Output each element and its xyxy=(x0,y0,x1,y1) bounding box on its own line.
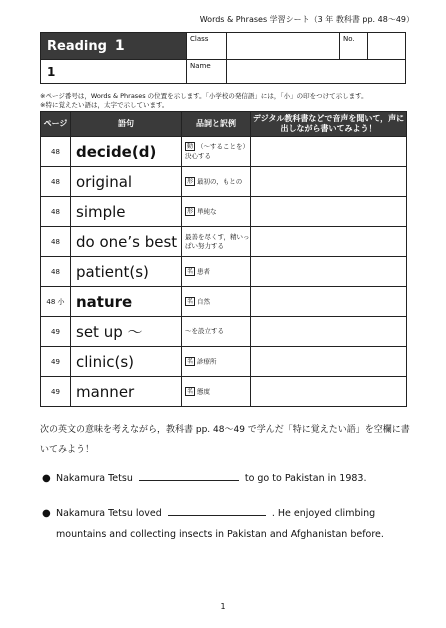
row-meaning xyxy=(182,287,251,317)
part-of-speech-badge: 形 xyxy=(187,207,194,215)
vocabulary-table xyxy=(40,111,407,407)
practice-writing-cell[interactable] xyxy=(251,317,407,347)
row-word: original xyxy=(71,167,182,197)
row-page: 49 xyxy=(41,317,71,347)
row-word: simple xyxy=(71,197,182,227)
meaning-text: ～を設立する xyxy=(185,327,224,335)
table-row xyxy=(41,167,407,197)
lesson-number: 1 xyxy=(114,38,125,54)
class-field[interactable] xyxy=(226,33,339,59)
page-number: 1 xyxy=(220,602,226,611)
bullet-icon: ● xyxy=(42,473,51,484)
row-meaning xyxy=(182,377,251,407)
table-row xyxy=(41,317,407,347)
practice-writing-cell[interactable] xyxy=(251,257,407,287)
question-1-before: Nakamura Tetsu xyxy=(56,473,133,484)
meaning-text: 最初の，もとの xyxy=(197,177,243,186)
row-word: clinic(s) xyxy=(71,347,182,377)
header-meaning: 品詞と訳例 xyxy=(182,112,251,137)
bullet-icon: ● xyxy=(42,508,51,519)
meaning-text: 最善を尽くす，精いっぱい努力する xyxy=(185,232,250,250)
practice-writing-cell[interactable] xyxy=(251,197,407,227)
row-word: set up ～ xyxy=(71,317,182,347)
question-1-after: to go to Pakistan in 1983. xyxy=(244,473,367,484)
row-word: patient(s) xyxy=(71,257,182,287)
header-page: ページ xyxy=(41,112,71,137)
meaning-text: 単純な xyxy=(197,207,217,216)
header-word: 語句 xyxy=(71,112,182,137)
row-meaning xyxy=(182,227,251,257)
row-meaning xyxy=(182,137,251,167)
meaning-text: 態度 xyxy=(197,387,211,396)
table-row xyxy=(41,257,407,287)
practice-writing-cell[interactable] xyxy=(251,227,407,257)
practice-writing-cell[interactable] xyxy=(251,167,407,197)
row-word: do one’s best xyxy=(71,227,182,257)
part-of-speech-badge: 動 xyxy=(187,143,194,151)
meaning-text: 患者 xyxy=(197,267,211,276)
row-meaning xyxy=(182,167,251,197)
table-row xyxy=(41,227,407,257)
row-meaning xyxy=(182,257,251,287)
answer-blank-1[interactable] xyxy=(139,470,239,481)
row-page: 48 xyxy=(41,167,71,197)
part-of-speech-badge: 名 xyxy=(187,357,194,365)
row-meaning xyxy=(182,197,251,227)
question-2 xyxy=(40,503,410,545)
row-page: 48 小 xyxy=(41,287,71,317)
table-row xyxy=(41,347,407,377)
question-1 xyxy=(40,468,410,489)
practice-writing-cell[interactable] xyxy=(251,137,407,167)
number-label: No. xyxy=(339,33,367,59)
answer-blank-2[interactable] xyxy=(168,505,266,516)
class-label: Class xyxy=(186,33,226,59)
lesson-label: Reading xyxy=(47,39,107,54)
table-row xyxy=(41,197,407,227)
unit-row: 1 xyxy=(41,59,186,84)
row-word: decide(d) xyxy=(71,137,182,167)
note-bold-words: ※特に覚えたい語は，太字で示しています。 xyxy=(40,101,169,109)
meaning-text: 診療所 xyxy=(197,357,217,366)
table-row xyxy=(41,287,407,317)
row-page: 49 xyxy=(41,347,71,377)
row-meaning xyxy=(182,317,251,347)
row-word: nature xyxy=(71,287,182,317)
part-of-speech-badge: 名 xyxy=(187,387,194,395)
worksheet-header: Words & Phrases 学習シート（3 年 教科書 pp. 48～49） xyxy=(199,15,414,24)
row-page: 48 xyxy=(41,137,71,167)
row-page: 49 xyxy=(41,377,71,407)
part-of-speech-badge: 名 xyxy=(187,267,194,275)
row-meaning xyxy=(182,347,251,377)
part-of-speech-badge: 形 xyxy=(187,177,194,185)
meaning-text: 自然 xyxy=(197,297,211,306)
instruction-text: 次の英文の意味を考えながら，教科書 pp. 48～49 で学んだ「特に覚えたい語」を空欄に書いてみよう！ xyxy=(40,425,410,455)
header-practice: デジタル教科書などで音声を聞いて，声に出しながら書いてみよう！ xyxy=(251,112,407,137)
lesson-title xyxy=(41,33,186,59)
row-page: 48 xyxy=(41,257,71,287)
practice-writing-cell[interactable] xyxy=(251,377,407,407)
row-word: manner xyxy=(71,377,182,407)
title-box xyxy=(40,32,406,84)
practice-writing-cell[interactable] xyxy=(251,287,407,317)
number-field[interactable] xyxy=(367,33,406,59)
row-page: 48 xyxy=(41,227,71,257)
practice-writing-cell[interactable] xyxy=(251,347,407,377)
question-2-before: Nakamura Tetsu loved xyxy=(56,508,162,519)
part-of-speech-badge: 名 xyxy=(187,297,194,305)
note-page-numbers: ※ページ番号は，Words & Phrases の位置を示します。「小学校の発信語」には，「小」の印をつけて示します。 xyxy=(40,92,368,100)
meaning-text: （～することを）決心する xyxy=(185,142,250,160)
name-label: Name xyxy=(186,59,226,84)
table-row xyxy=(41,137,407,167)
row-page: 48 xyxy=(41,197,71,227)
table-row xyxy=(41,377,407,407)
name-field[interactable] xyxy=(226,59,406,84)
question-2-after: . He enjoyed climbing mountains and collecting insects in Pakistan and Afghanistan before. xyxy=(56,508,384,540)
